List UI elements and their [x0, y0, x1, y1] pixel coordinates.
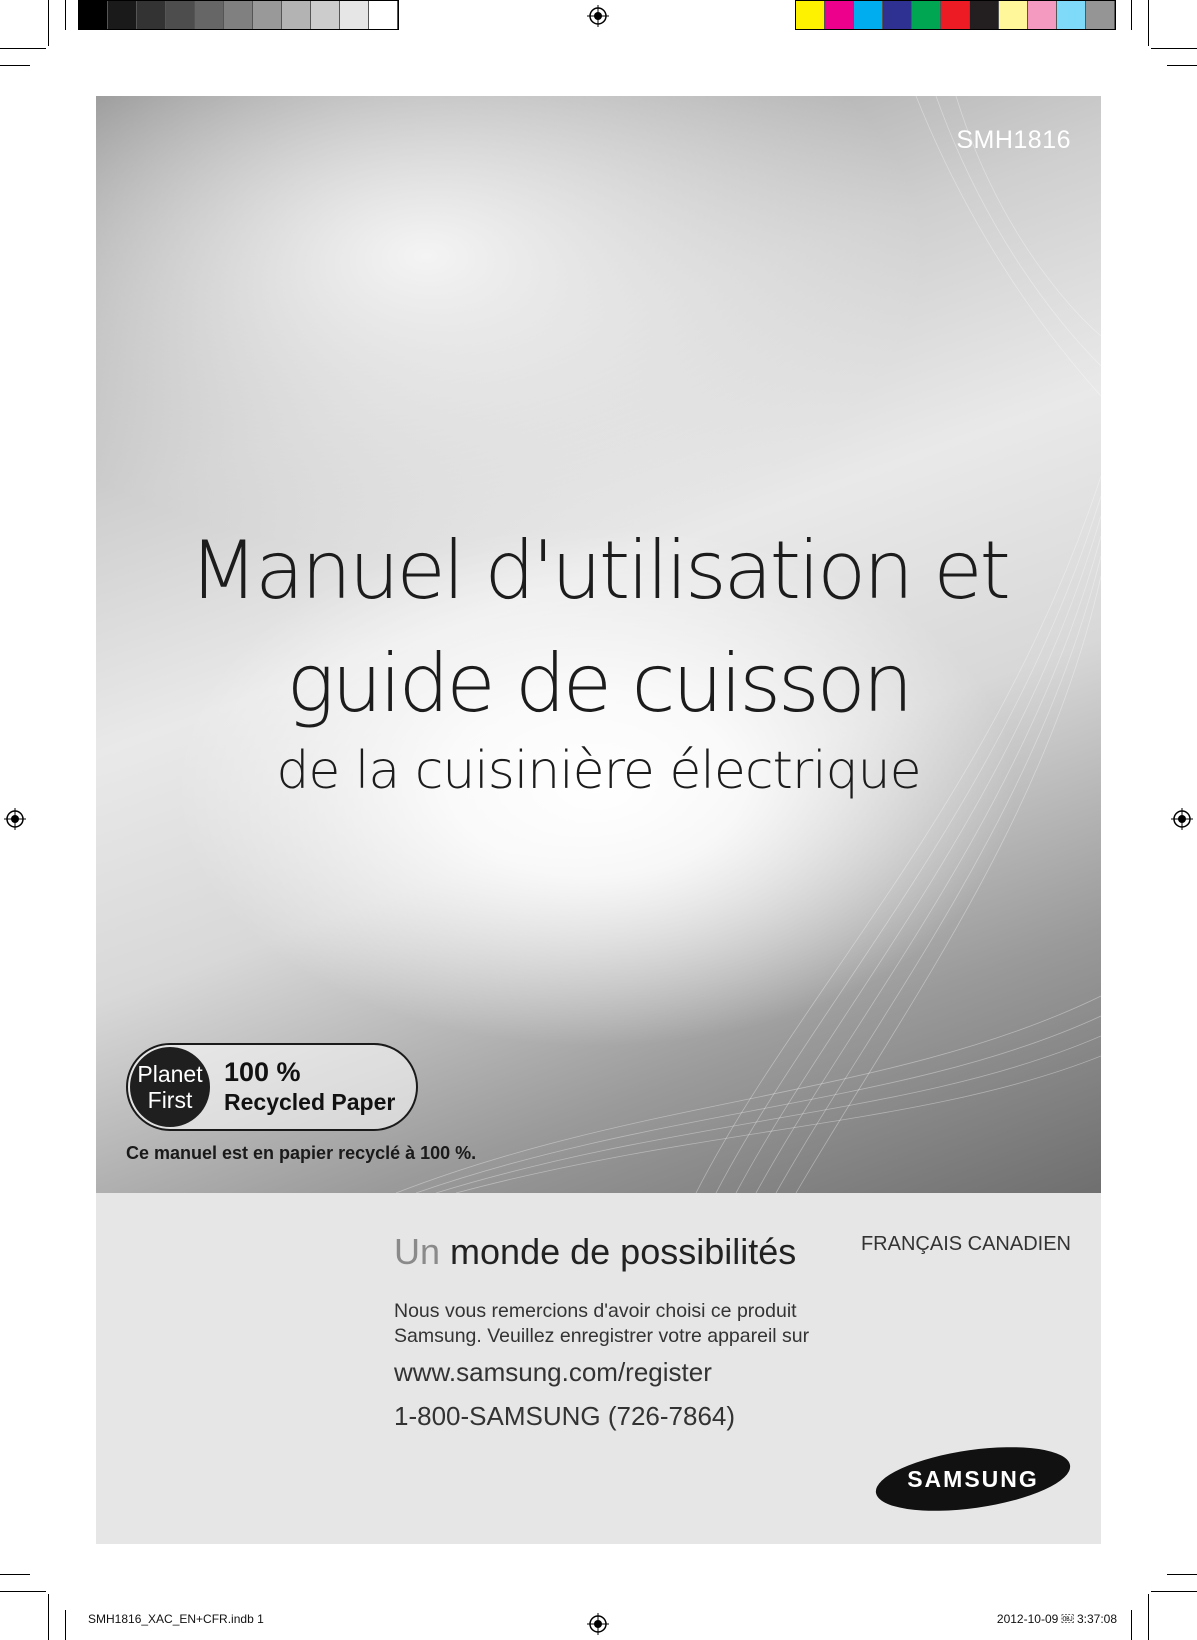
planet-first-logo — [130, 1047, 210, 1127]
recycled-note: Ce manuel est en papier recyclé à 100 %. — [126, 1143, 477, 1163]
color-swatch — [999, 1, 1028, 29]
color-swatch — [369, 1, 398, 29]
crop-mark — [48, 0, 49, 46]
crop-mark — [1148, 0, 1149, 46]
color-swatch — [854, 1, 883, 29]
crop-mark — [1151, 48, 1197, 49]
support-phone: 1-800-SAMSUNG (726-7864) — [394, 1401, 736, 1431]
cover-panel — [96, 96, 1101, 1193]
crop-mark — [1131, 1610, 1132, 1640]
crop-mark — [65, 1610, 66, 1640]
color-swatch — [79, 1, 108, 29]
register-link[interactable]: www.samsung.com/register — [394, 1357, 712, 1387]
registration-mark-icon — [4, 808, 26, 830]
manual-title-line1: Manuel d'utilisation et — [189, 524, 1008, 617]
crop-mark — [0, 1574, 30, 1575]
color-swatch-bar — [795, 0, 1116, 30]
manual-title-line2: guide de cuisson — [286, 637, 911, 730]
registration-mark-icon — [587, 5, 609, 27]
color-swatch — [195, 1, 224, 29]
crop-mark — [1131, 0, 1132, 30]
tagline-rest: monde de possibilités — [450, 1231, 797, 1272]
crop-mark — [1151, 1591, 1197, 1592]
planet-first-logo-line1: Planet — [137, 1061, 203, 1087]
color-swatch — [224, 1, 253, 29]
color-swatch — [166, 1, 195, 29]
crop-mark — [1167, 65, 1197, 66]
color-swatch — [282, 1, 311, 29]
color-swatch — [137, 1, 166, 29]
registration-mark-icon — [1171, 808, 1193, 830]
manual-subtitle: de la cuisinière électrique — [276, 741, 921, 801]
color-swatch — [796, 1, 825, 29]
tagline — [394, 1231, 796, 1273]
color-swatch — [108, 1, 137, 29]
recycled-paper-badge — [126, 1043, 418, 1131]
info-panel — [96, 1193, 1101, 1544]
crop-mark — [1148, 1594, 1149, 1640]
color-swatch — [253, 1, 282, 29]
language-label: FRANÇAIS CANADIEN — [860, 1233, 1071, 1255]
footer-timestamp: 2012-10-09 ￼ 3:37:08 — [996, 1612, 1117, 1626]
color-swatch — [1057, 1, 1086, 29]
crop-mark — [0, 1591, 46, 1592]
color-swatch — [311, 1, 340, 29]
crop-mark — [1167, 1574, 1197, 1575]
color-swatch — [825, 1, 854, 29]
crop-mark — [0, 65, 30, 66]
color-swatch — [941, 1, 970, 29]
thanks-text: Nous vous remercions d'avoir choisi ce produit Samsung. Veuillez enregistrer votre appareil sur — [394, 1300, 810, 1347]
crop-mark — [65, 0, 66, 30]
recycled-paper-label: Recycled Paper — [224, 1089, 396, 1115]
planet-first-logo-line2: First — [147, 1087, 193, 1113]
registration-mark-icon — [587, 1613, 609, 1635]
footer-file-name: SMH1816_XAC_EN+CFR.indb 1 — [88, 1612, 264, 1626]
samsung-logo — [873, 1446, 1073, 1512]
color-swatch — [1086, 1, 1115, 29]
samsung-logo-text: SAMSUNG — [907, 1466, 1039, 1492]
color-swatch — [970, 1, 999, 29]
grayscale-swatch-bar — [78, 0, 399, 30]
tagline-prefix: Un — [394, 1231, 441, 1272]
color-swatch — [883, 1, 912, 29]
model-number: SMH1816 — [956, 126, 1071, 154]
crop-mark — [48, 1594, 49, 1640]
color-swatch — [912, 1, 941, 29]
recycled-percent: 100 % — [224, 1057, 301, 1087]
color-swatch — [1028, 1, 1057, 29]
color-swatch — [340, 1, 369, 29]
crop-mark — [0, 48, 46, 49]
